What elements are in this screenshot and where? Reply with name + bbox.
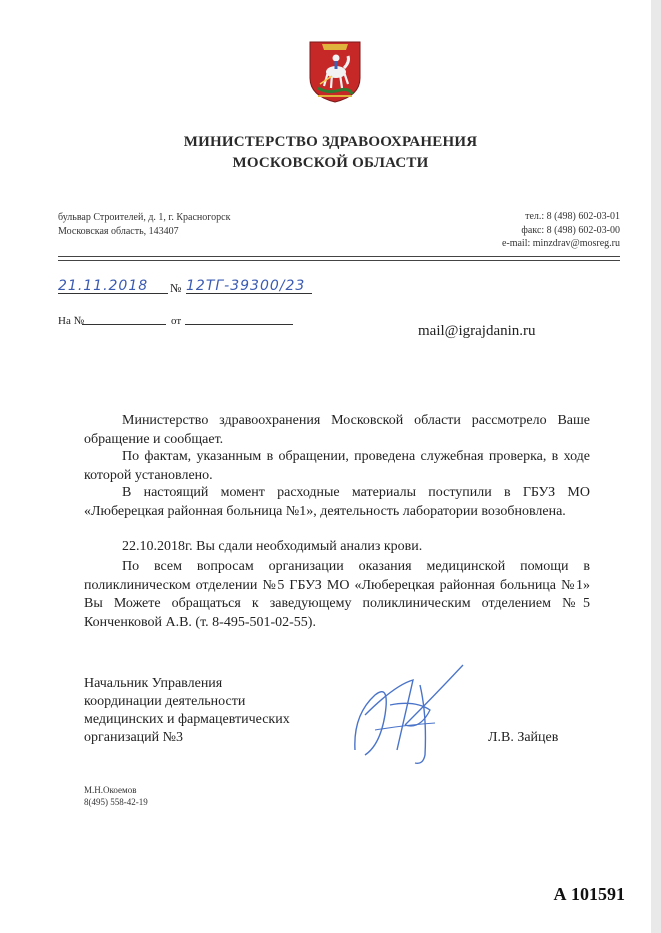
ref-label: На №: [58, 315, 85, 327]
body-paragraph-1: [84, 412, 590, 449]
body-paragraph-3-text: В настоящий момент расходные материалы поступили в ГБУЗ МО «Люберецкая районная больница №1», деятельность лаборатории возобновлена.: [84, 485, 590, 519]
scan-edge: [651, 0, 661, 933]
body-paragraph-1-text: Министерство здравоохранения Московской области рассмотрело Ваше обращение и сообщает.: [84, 413, 590, 447]
body-paragraph-5-text: По всем вопросам организации оказания медицинской помощи в поликлиническом отделении №5 ГБУЗ МО «Люберецкая районная больница №1» Вы Можете обращаться к заведующему поликлиническим отделением №5 Конченковой А.В. (т. 8-495-501-02-55).: [84, 559, 590, 630]
signer-title-line3: медицинских и фармацевтических: [84, 712, 290, 727]
signer-name: Л.В. Зайцев: [488, 730, 559, 745]
body-paragraph-3: [84, 484, 590, 521]
date-field: [58, 277, 168, 294]
signer-title-line2: координации деятельности: [84, 694, 246, 709]
registration-number: 12ТГ-39300/23: [186, 278, 306, 294]
address-line1: бульвар Строителей, д. 1, г. Красногорск: [58, 212, 231, 223]
form-number: А 101591: [553, 884, 625, 904]
recipient-email: mail@igrajdanin.ru: [418, 323, 536, 339]
signer-title-line4: организаций №3: [84, 730, 184, 745]
signer-title-line1: Начальник Управления: [84, 676, 223, 691]
body-paragraph-2: [84, 448, 590, 485]
number-label: №: [170, 281, 182, 295]
handwritten-signature: [335, 655, 470, 770]
body-paragraph-4: [84, 538, 590, 557]
body-paragraph-4-text: 22.10.2018г. Вы сдали необходимый анализ крови.: [122, 539, 423, 554]
email-address: e-mail: minzdrav@mosreg.ru: [501, 238, 620, 249]
moscow-oblast-coat-of-arms-icon: [306, 38, 364, 104]
ref-from-label: от: [171, 315, 182, 327]
ref-date-line: [185, 324, 293, 325]
header-divider-bottom: [58, 260, 620, 261]
phone-number: тел.: 8 (498) 602-03-01: [525, 211, 620, 222]
header-divider-top: [58, 256, 620, 257]
body-paragraph-2-text: По фактам, указанным в обращении, проведена служебная проверка, в ходе которой установлено.: [84, 449, 590, 483]
fax-number: факс: 8 (498) 602-03-00: [521, 225, 620, 236]
ministry-name-line2: МОСКОВСКОЙ ОБЛАСТИ: [232, 155, 429, 171]
executor-name: М.Н.Окоемов: [84, 785, 137, 795]
body-paragraph-5: [84, 558, 590, 632]
number-field: [186, 277, 312, 294]
ministry-name-line1: МИНИСТЕРСТВО ЗДРАВООХРАНЕНИЯ: [183, 134, 478, 150]
registration-date: 21.11.2018: [58, 278, 149, 294]
ref-number-line: [82, 324, 166, 325]
executor-phone: 8(495) 558-42-19: [84, 797, 148, 807]
address-line2: Московская область, 143407: [58, 226, 179, 237]
